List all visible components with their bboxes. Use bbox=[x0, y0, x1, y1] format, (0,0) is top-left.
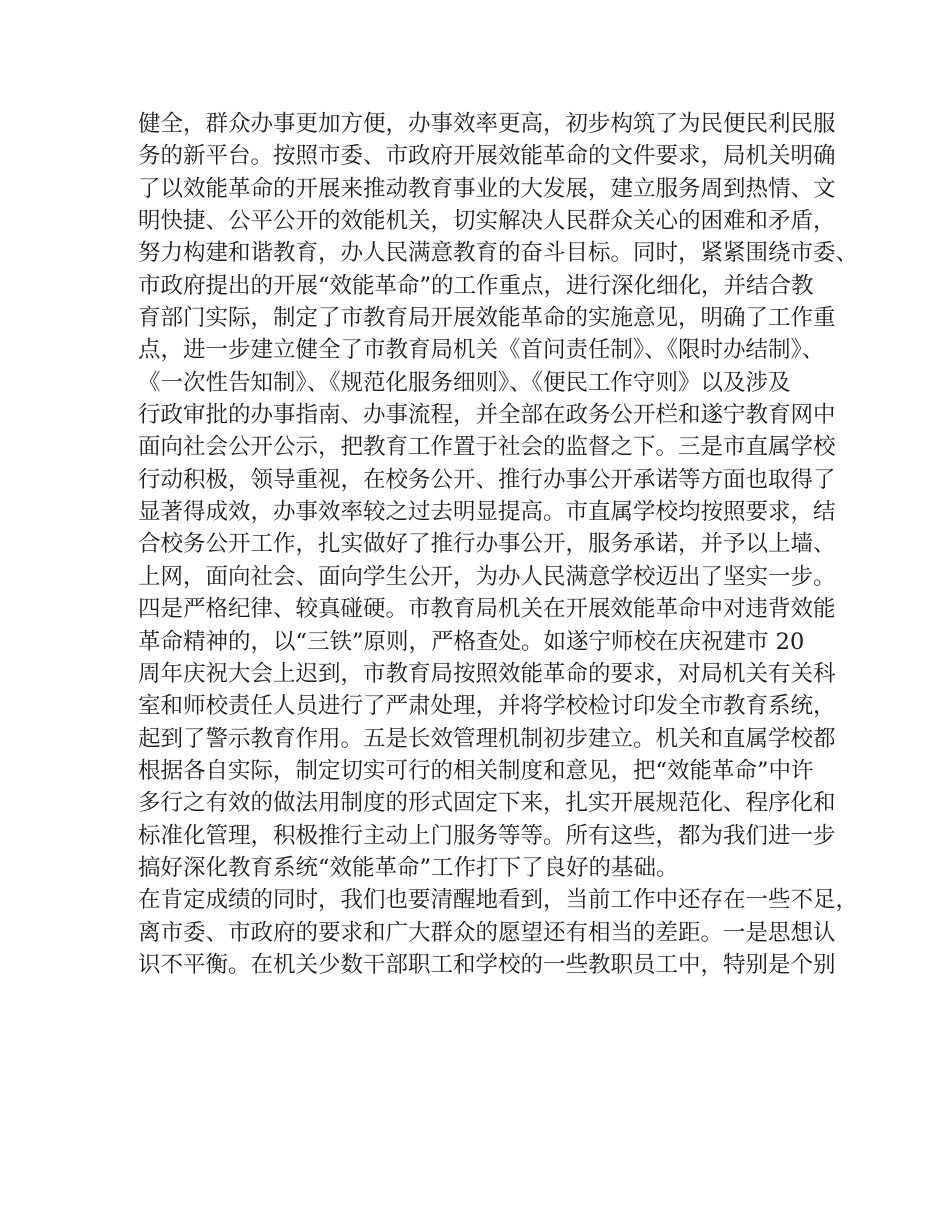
text-line: 四是严格纪律、较真碰硬。市教育局机关在开展效能革命中对违背效能 bbox=[138, 596, 836, 623]
text-line: 标准化管理，积极推行主动上门服务等等。所有这些，都为我们进一步 bbox=[138, 822, 836, 849]
text-line: 明快捷、公平公开的效能机关，切实解决人民群众关心的困难和矛盾， bbox=[138, 208, 836, 235]
text-line: 多行之有效的做法用制度的形式固定下来，扎实开展规范化、程序化和 bbox=[138, 790, 836, 817]
text-line: 革命精神的，以“三铁”原则，严格查处。如遂宁师校在庆祝建市 20 bbox=[138, 628, 805, 655]
text-line: 周年庆祝大会上迟到，市教育局按照效能革命的要求，对局机关有关科 bbox=[138, 660, 836, 687]
text-line: 健全，群众办事更加方便，办事效率更高，初步构筑了为民便民利民服 bbox=[138, 111, 836, 137]
text-line: 合校务公开工作，扎实做好了推行办事公开，服务承诺，并予以上墙、 bbox=[138, 531, 836, 558]
text-line: 离市委、市政府的要求和广大群众的愿望还有相当的差距。一是思想认 bbox=[138, 919, 836, 946]
text-line: 上网，面向社会、面向学生公开，为办人民满意学校迈出了坚实一步。 bbox=[138, 563, 836, 590]
text-line: 《一次性告知制》、《规范化服务细则》、《便民工作守则》以及涉及 bbox=[138, 369, 791, 396]
text-line: 行政审批的办事指南、办事流程，并全部在政务公开栏和遂宁教育网中 bbox=[138, 402, 836, 429]
text-line: 搞好深化教育系统“效能革命”工作打下了良好的基础。 bbox=[138, 854, 679, 881]
text-line: 室和师校责任人员进行了严肃处理，并将学校检讨印发全市教育系统， bbox=[138, 693, 836, 720]
text-line: 点，进一步建立健全了市教育局机关《首问责任制》、《限时办结制》、 bbox=[138, 337, 825, 364]
text-line: 育部门实际，制定了市教育局开展效能革命的实施意见，明确了工作重 bbox=[138, 305, 836, 332]
text-line: 行动积极，领导重视，在校务公开、推行办事公开承诺等方面也取得了 bbox=[138, 466, 836, 493]
text-line: 起到了警示教育作用。五是长效管理机制初步建立。机关和直属学校都 bbox=[138, 725, 836, 752]
text-line: 努力构建和谐教育，办人民满意教育的奋斗目标。同时，紧紧围绕市委、 bbox=[138, 240, 859, 267]
text-line: 市政府提出的开展“效能革命”的工作重点，进行深化细化，并结合教 bbox=[138, 272, 814, 299]
text-line: 识不平衡。在机关少数干部职工和学校的一些教职员工中，特别是个别 bbox=[138, 951, 836, 978]
body-text bbox=[138, 108, 859, 981]
text-line: 了以效能革命的开展来推动教育事业的大发展，建立服务周到热情、文 bbox=[138, 175, 836, 202]
text-line: 面向社会公开公示，把教育工作置于社会的监督之下。三是市直属学校 bbox=[138, 434, 836, 461]
text-line: 根据各自实际，制定切实可行的相关制度和意见，把“效能革命”中许 bbox=[138, 757, 814, 784]
text-line: 显著得成效，办事效率较之过去明显提高。市直属学校均按照要求，结 bbox=[138, 499, 836, 526]
text-line: 务的新平台。按照市委、市政府开展效能革命的文件要求，局机关明确 bbox=[138, 143, 836, 170]
text-line: 在肯定成绩的同时，我们也要清醒地看到，当前工作中还存在一些不足， bbox=[138, 887, 859, 914]
